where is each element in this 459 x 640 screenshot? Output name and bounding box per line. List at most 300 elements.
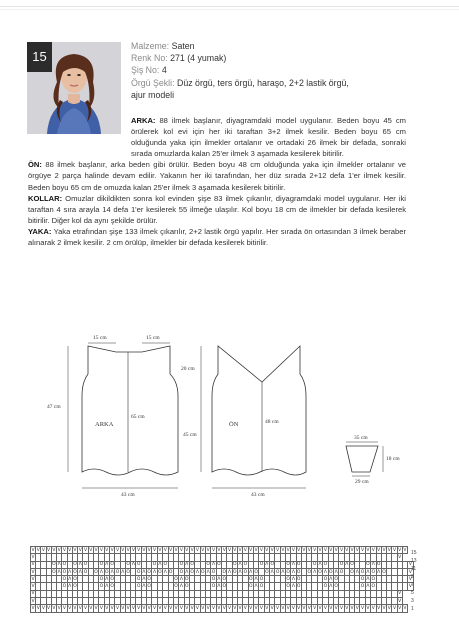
kol-top-label: 35 cm xyxy=(354,435,368,441)
chart-cell: Λ xyxy=(121,569,125,575)
chart-cell: V xyxy=(227,547,232,553)
chart-cell: V xyxy=(121,606,125,612)
chart-cell: Λ xyxy=(57,569,61,575)
chart-cell: Λ xyxy=(105,562,109,568)
chart-cell: V xyxy=(31,569,35,575)
chart-cell: O xyxy=(366,562,370,568)
chart-cell: V xyxy=(366,606,370,612)
chart-cell: V xyxy=(313,606,317,612)
chart-cell: O xyxy=(323,576,328,582)
chart-cell: V xyxy=(382,606,386,612)
chart-cell: O xyxy=(243,569,248,575)
arka-width-label: 43 cm xyxy=(121,492,135,498)
chart-cell: V xyxy=(83,547,88,553)
chart-cell: V xyxy=(62,606,66,612)
chart-cell: O xyxy=(179,562,184,568)
chart-cell: V xyxy=(31,606,35,612)
chart-cell: Λ xyxy=(329,584,333,590)
chart-cell: Λ xyxy=(110,569,114,575)
chart-cell: O xyxy=(233,569,237,575)
chart-cell: Λ xyxy=(105,576,109,582)
chart-cell: O xyxy=(270,562,274,568)
chart-cell: O xyxy=(259,562,264,568)
kollar-paragraph xyxy=(28,193,406,226)
chart-cell: V xyxy=(211,606,216,612)
stitch-chart-table xyxy=(30,546,414,613)
meta-orgu-value: Düz örgü, ters örgü, haraşo, 2+2 lastik örgü, xyxy=(176,77,349,88)
arka-total-height-label: 47 cm xyxy=(47,404,61,410)
chart-cell: V xyxy=(47,547,51,553)
chart-cell: O xyxy=(334,584,338,590)
chart-cell: O xyxy=(296,584,301,590)
chart-cell: V xyxy=(153,606,157,612)
meta-sis xyxy=(131,64,431,76)
chart-row xyxy=(31,598,414,605)
arka-paragraph xyxy=(28,115,406,159)
chart-cell: V xyxy=(243,606,247,612)
chart-cell: Λ xyxy=(270,569,274,575)
chart-cell: V xyxy=(355,606,359,612)
schematics-drawing xyxy=(0,326,459,506)
chart-cell: V xyxy=(398,606,402,612)
chart-cell: V xyxy=(323,547,327,553)
chart-cell: V xyxy=(99,606,103,612)
meta-sis-value: 4 xyxy=(161,65,167,76)
chart-cell: Λ xyxy=(185,569,189,575)
chart-cell: V xyxy=(408,569,413,575)
chart-row xyxy=(31,605,414,612)
chart-cell: V xyxy=(371,606,375,612)
chart-cell: V xyxy=(169,606,173,612)
chart-cell: Λ xyxy=(99,569,103,575)
on-heading: ÖN: xyxy=(28,160,42,170)
chart-cell: O xyxy=(158,569,162,575)
chart-cell: O xyxy=(185,584,189,590)
chart-cell: V xyxy=(329,606,333,612)
chart-cell: Λ xyxy=(238,562,242,568)
chart-cell: V xyxy=(163,606,167,612)
meta-orgu-cont xyxy=(131,89,431,101)
chart-cell: Λ xyxy=(68,569,72,575)
chart-cell: O xyxy=(136,576,141,582)
chart-cell: V xyxy=(227,606,232,612)
chart-cell: O xyxy=(296,562,301,568)
chart-cell: V xyxy=(398,547,402,553)
chart-cell: V xyxy=(68,547,72,553)
chart-cell: Λ xyxy=(179,576,183,582)
chart-cell: V xyxy=(158,547,162,553)
chart-cell: O xyxy=(73,584,77,590)
chart-cell: V xyxy=(281,606,285,612)
chart-cell: V xyxy=(52,606,56,612)
chart-cell: O xyxy=(136,569,141,575)
chart-cell: O xyxy=(62,584,67,590)
chart-cell: Λ xyxy=(78,569,82,575)
chart-cell: V xyxy=(158,606,162,612)
on-text: 88 ilmek başlanır, arka beden gibi örülür. Beden boyu 48 cm olduğunda yaka için ilmekler ortalanır ve örgüye 2 parça halinde devam edilir. Yakanın her iki tarafından, her düz sırada 2+12 defa 1'er ilmek kesilir. Beden boyu 65 cm de omuzda kalan 25'er ilmek 3 aşamada kesilerek bitirilir. xyxy=(28,160,406,192)
chart-cell: V xyxy=(137,547,141,553)
chart-cell: V xyxy=(41,547,45,553)
chart-cell: V xyxy=(323,606,327,612)
chart-cell: V xyxy=(265,606,269,612)
chart-cell: O xyxy=(174,584,178,590)
chart-cell: O xyxy=(52,562,56,568)
chart-cell: O xyxy=(376,562,381,568)
chart-cell: O xyxy=(382,569,386,575)
chart-cell: V xyxy=(142,606,146,612)
chart-cell: O xyxy=(147,584,151,590)
chart-cell: O xyxy=(152,562,157,568)
chart-cell: O xyxy=(254,569,258,575)
kol-bottom-label: 29 cm xyxy=(355,479,369,485)
chart-cell: V xyxy=(62,547,66,553)
chart-cell: O xyxy=(126,562,130,568)
chart-cell: V xyxy=(78,547,82,553)
chart-cell: V xyxy=(286,547,290,553)
chart-cell: O xyxy=(286,562,290,568)
chart-cell: Λ xyxy=(163,569,167,575)
yaka-paragraph xyxy=(28,226,406,248)
chart-cell: V xyxy=(307,547,311,553)
chart-cell: V xyxy=(190,547,194,553)
arka-height-label: 65 cm xyxy=(131,414,145,420)
chart-cell: O xyxy=(371,569,376,575)
chart-cell: V xyxy=(47,606,51,612)
chart-cell: V xyxy=(31,576,35,582)
chart-cell: O xyxy=(73,569,77,575)
chart-cell: O xyxy=(286,576,290,582)
page-top-rule xyxy=(0,6,459,7)
chart-cell: O xyxy=(334,576,338,582)
arka-shoulder-left-label: 15 cm xyxy=(93,335,107,341)
chart-cell: O xyxy=(73,576,77,582)
chart-cell: O xyxy=(110,576,114,582)
meta-orgu-value-2: ajur modeli xyxy=(131,89,175,100)
on-height-label: 48 cm xyxy=(265,419,279,425)
page-top-rule-secondary xyxy=(0,9,459,10)
chart-cell: Λ xyxy=(249,569,253,575)
chart-cell: V xyxy=(153,547,157,553)
chart-cell: O xyxy=(99,562,104,568)
chart-cell: V xyxy=(195,547,200,553)
chart-cell: Λ xyxy=(153,569,157,575)
chart-cell: V xyxy=(377,547,381,553)
chart-cell: V xyxy=(302,547,306,553)
chart-cell: V xyxy=(190,606,194,612)
arka-schematic xyxy=(47,335,178,498)
chart-cell: O xyxy=(52,569,56,575)
chart-cell: V xyxy=(249,606,253,612)
chart-cell: O xyxy=(307,569,311,575)
chart-cell: O xyxy=(73,562,77,568)
chart-cell: O xyxy=(99,584,104,590)
chart-cell: V xyxy=(398,554,402,560)
chart-cell: Λ xyxy=(254,576,258,582)
chart-row xyxy=(31,561,414,568)
chart-cell: V xyxy=(249,547,253,553)
chart-cell: Λ xyxy=(158,562,162,568)
chart-cell: O xyxy=(360,584,365,590)
chart-cell: O xyxy=(323,584,328,590)
chart-cell: O xyxy=(136,562,141,568)
chart-cell: V xyxy=(36,606,40,612)
chart-cell: V xyxy=(233,547,237,553)
chart-cell: V xyxy=(31,598,35,604)
chart-cell: V xyxy=(238,547,242,553)
chart-cell: O xyxy=(371,576,376,582)
chart-cell: O xyxy=(275,569,280,575)
stitch-chart xyxy=(30,546,414,610)
chart-cell: O xyxy=(243,562,248,568)
chart-cell: O xyxy=(99,576,104,582)
chart-cell: Λ xyxy=(265,562,269,568)
chart-cell: V xyxy=(281,547,285,553)
chart-cell: V xyxy=(238,606,242,612)
chart-cell: V xyxy=(408,562,413,568)
chart-cell: O xyxy=(360,569,365,575)
chart-cell: O xyxy=(136,584,141,590)
chart-cell: O xyxy=(296,569,301,575)
chart-cell: V xyxy=(116,606,120,612)
chart-cell: V xyxy=(334,547,338,553)
kollar-text: Omuzlar dikildikten sonra kol evinden şişe 83 ilmek çıkarılır, diyagramdaki model uygulanır. Her iki taraftan 4 sıra arayla 14 defa 1'er kesilerek 55 ilmeğe ulaşılır. Kol boyu 18 cm de ilmekler bir defada kesilerek bitirilir. Diğer kol da aynı şekilde örülür. xyxy=(28,193,406,225)
kol-height-label: 18 cm xyxy=(386,456,400,462)
chart-cell: V xyxy=(116,547,120,553)
chart-cell: O xyxy=(179,569,184,575)
chart-cell: O xyxy=(200,569,205,575)
chart-cell: Λ xyxy=(227,569,232,575)
chart-cell: V xyxy=(89,547,93,553)
chart-cell: V xyxy=(265,547,269,553)
chart-cell: V xyxy=(371,547,375,553)
chart-cell: V xyxy=(217,606,221,612)
chart-cell: O xyxy=(328,569,333,575)
chart-cell: O xyxy=(211,569,216,575)
chart-cell: Λ xyxy=(68,584,72,590)
yaka-text: Yaka etrafından şişe 133 ilmek çıkarılır, 2+2 lastik örgü yapılır. Her sırada ön ortasından 3 ilmek beraber alınarak 2 ilmek kesilir. 2 cm örülüp, ilmekler bir defada kesilerek bitirilir. xyxy=(28,226,406,248)
chart-cell: V xyxy=(211,547,216,553)
chart-cell: V xyxy=(286,606,290,612)
chart-cell: Λ xyxy=(291,576,295,582)
chart-cell: V xyxy=(345,606,349,612)
chart-cell: V xyxy=(110,606,114,612)
instructions xyxy=(28,115,406,248)
chart-cell: V xyxy=(259,547,264,553)
kollar-heading: KOLLAR: xyxy=(28,193,63,203)
meta-renk-value: 271 (4 yumak) xyxy=(170,53,227,64)
chart-cell: V xyxy=(179,606,183,612)
chart-cell: Λ xyxy=(195,569,200,575)
chart-cell: V xyxy=(318,606,322,612)
chart-cell: O xyxy=(105,569,109,575)
chart-cell: V xyxy=(382,547,386,553)
chart-cell: V xyxy=(201,606,205,612)
chart-cell: V xyxy=(174,606,178,612)
chart-cell: V xyxy=(276,547,280,553)
chart-cell: V xyxy=(94,547,98,553)
chart-cell: O xyxy=(312,562,317,568)
chart-cell: V xyxy=(201,547,205,553)
on-armhole-label: 20 cm xyxy=(181,366,195,372)
chart-cell: V xyxy=(334,606,338,612)
chart-cell: O xyxy=(94,569,98,575)
chart-cell: V xyxy=(217,547,221,553)
chart-cell: V xyxy=(366,547,370,553)
chart-cell: V xyxy=(57,547,61,553)
chart-cell: V xyxy=(89,606,93,612)
chart-cell: O xyxy=(62,576,67,582)
chart-cell: V xyxy=(222,547,226,553)
chart-cell: Λ xyxy=(206,569,210,575)
pattern-number-badge: 15 xyxy=(27,42,52,72)
chart-cell: Λ xyxy=(185,562,189,568)
chart-row-number: 9 xyxy=(411,574,414,580)
chart-cell: O xyxy=(126,569,130,575)
chart-cell: V xyxy=(377,606,381,612)
chart-cell: O xyxy=(259,584,264,590)
chart-cell: O xyxy=(265,569,269,575)
chart-row-number: 7 xyxy=(411,582,414,588)
chart-cell: V xyxy=(291,547,295,553)
chart-cell: O xyxy=(323,562,328,568)
chart-cell: V xyxy=(307,606,311,612)
chart-cell: Λ xyxy=(366,569,370,575)
chart-cell: V xyxy=(291,606,295,612)
chart-cell: O xyxy=(147,576,151,582)
chart-cell: V xyxy=(142,547,146,553)
chart-cell: V xyxy=(94,606,98,612)
chart-cell: V xyxy=(121,547,125,553)
chart-cell: Λ xyxy=(366,576,370,582)
chart-cell: V xyxy=(339,606,344,612)
chart-cell: V xyxy=(169,547,173,553)
chart-cell: V xyxy=(403,606,407,612)
chart-cell: Λ xyxy=(68,576,72,582)
chart-cell: V xyxy=(403,547,407,553)
kol-schematic xyxy=(346,435,400,485)
chart-cell: V xyxy=(31,591,35,597)
chart-cell: Λ xyxy=(142,576,146,582)
chart-cell: V xyxy=(313,547,317,553)
chart-cell: O xyxy=(174,576,178,582)
chart-cell: O xyxy=(83,569,88,575)
chart-cell: O xyxy=(350,569,354,575)
chart-cell: V xyxy=(254,606,258,612)
chart-cell: Λ xyxy=(323,569,327,575)
chart-row xyxy=(31,590,414,597)
arka-shoulder-right-label: 15 cm xyxy=(146,335,160,341)
chart-cell: Λ xyxy=(355,569,359,575)
chart-cell: O xyxy=(222,584,227,590)
chart-cell: Λ xyxy=(291,584,295,590)
chart-cell: V xyxy=(254,547,258,553)
chart-cell: V xyxy=(174,547,178,553)
on-paragraph xyxy=(28,159,406,192)
chart-cell: Λ xyxy=(345,562,349,568)
chart-cell: V xyxy=(83,606,88,612)
chart-row xyxy=(31,547,414,554)
chart-cell: O xyxy=(217,562,221,568)
chart-cell: V xyxy=(345,547,349,553)
chart-cell: O xyxy=(222,576,227,582)
chart-cell: V xyxy=(329,547,333,553)
chart-cell: V xyxy=(350,547,354,553)
chart-row-number: 11 xyxy=(411,566,417,572)
chart-cell: O xyxy=(360,576,365,582)
chart-cell: V xyxy=(131,547,135,553)
chart-cell: O xyxy=(286,584,290,590)
yaka-heading: YAKA: xyxy=(28,226,52,236)
chart-cell: O xyxy=(371,584,376,590)
chart-cell: V xyxy=(206,606,210,612)
chart-cell: V xyxy=(408,576,413,582)
chart-cell: V xyxy=(270,606,274,612)
on-width-label: 43 cm xyxy=(251,492,265,498)
chart-cell: O xyxy=(211,584,216,590)
chart-cell: V xyxy=(41,606,45,612)
chart-cell: V xyxy=(270,547,274,553)
chart-cell: O xyxy=(318,569,322,575)
chart-cell: V xyxy=(195,606,200,612)
chart-cell: V xyxy=(185,547,189,553)
chart-cell: Λ xyxy=(254,584,258,590)
chart-cell: O xyxy=(110,584,114,590)
chart-cell: V xyxy=(297,547,301,553)
chart-cell: V xyxy=(105,547,109,553)
chart-cell: V xyxy=(163,547,167,553)
arka-piece-label: ARKA xyxy=(95,421,114,428)
chart-cell: V xyxy=(350,606,354,612)
chart-cell: V xyxy=(31,547,35,553)
chart-cell: Λ xyxy=(377,569,381,575)
chart-cell: V xyxy=(105,606,109,612)
chart-cell: V xyxy=(110,547,114,553)
chart-cell: V xyxy=(355,547,359,553)
chart-cell: Λ xyxy=(329,576,333,582)
meta-orgu-label: Örgü Şekli: xyxy=(131,77,177,88)
meta-malzeme xyxy=(131,40,431,52)
chart-cell: V xyxy=(57,606,61,612)
chart-cell: V xyxy=(52,547,56,553)
chart-row-number: 1 xyxy=(411,606,414,612)
chart-cell: O xyxy=(115,569,120,575)
chart-cell: O xyxy=(233,562,237,568)
chart-cell: V xyxy=(361,547,365,553)
chart-cell: V xyxy=(185,606,189,612)
chart-cell: O xyxy=(62,562,67,568)
chart-cell: Λ xyxy=(142,584,146,590)
chart-cell: O xyxy=(163,562,168,568)
chart-row-number: 13 xyxy=(411,558,417,564)
chart-cell: V xyxy=(339,547,344,553)
chart-cell: O xyxy=(62,569,67,575)
meta-malzeme-value: Saten xyxy=(171,41,195,51)
chart-cell: O xyxy=(190,562,194,568)
chart-cell: O xyxy=(222,569,227,575)
chart-row-number: 15 xyxy=(411,550,417,556)
chart-cell: V xyxy=(398,591,402,597)
chart-cell: Λ xyxy=(366,584,370,590)
chart-cell: V xyxy=(131,606,135,612)
chart-cell: O xyxy=(185,576,189,582)
on-piece-label: ÖN xyxy=(229,421,239,428)
stitch-chart-row-numbers xyxy=(411,549,417,613)
chart-row xyxy=(31,568,414,575)
chart-cell: V xyxy=(243,547,247,553)
chart-cell: Λ xyxy=(179,584,183,590)
chart-row xyxy=(31,554,414,561)
chart-cell: V xyxy=(387,547,391,553)
